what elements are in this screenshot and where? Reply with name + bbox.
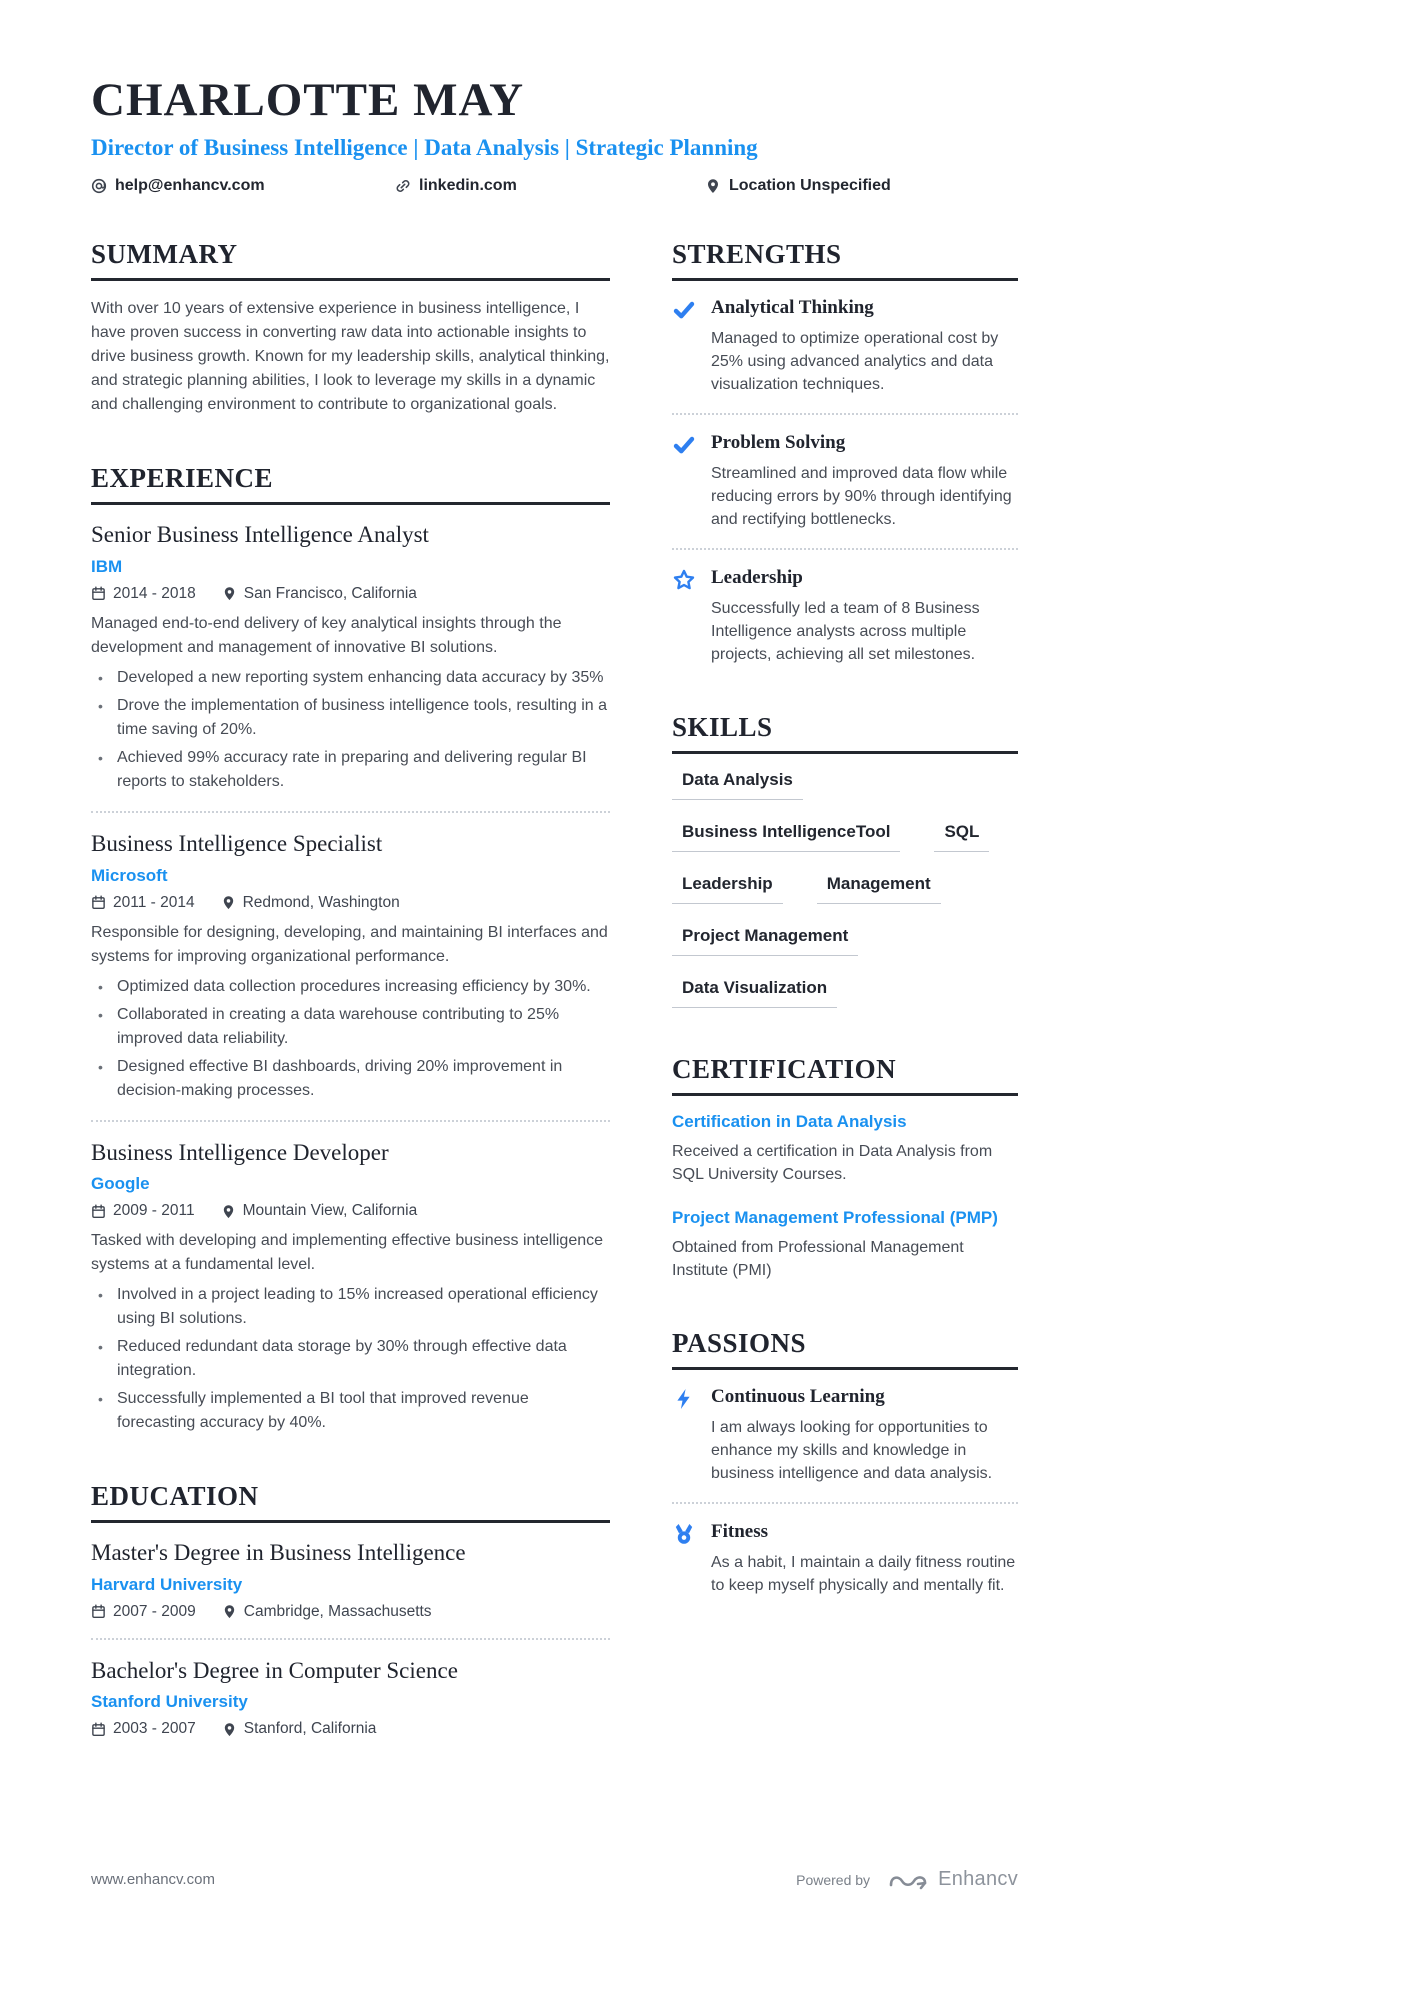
experience-entry [91, 521, 610, 794]
job-description: Tasked with developing and implementing effective business intelligence systems at a fundamental level. [91, 1232, 604, 1274]
job-bullet: • Developed a new reporting system enhancing data accuracy by 35% [91, 666, 610, 690]
calendar-icon [91, 1722, 106, 1737]
strength-text: Streamlined and improved data flow while reducing errors by 90% through identifying and rectifying bottlenecks. [711, 465, 1012, 529]
degree-location [222, 1603, 432, 1621]
degree-location [222, 1720, 377, 1738]
passion-title: Fitness [711, 1521, 768, 1543]
experience-section [91, 463, 610, 1435]
experience-entry [91, 830, 610, 1103]
degree-title: Master's Degree in Business Intelligence [91, 1540, 466, 1566]
degree-dates-text: 2007 - 2009 [113, 1602, 196, 1620]
job-company: Google [91, 1174, 150, 1194]
strength-title: Analytical Thinking [711, 297, 874, 319]
job-description: Managed end-to-end delivery of key analytical insights through the development and management of innovative BI solutions. [91, 614, 562, 656]
job-bullet: • Involved in a project leading to 15% increased operational efficiency using BI solutions. [91, 1283, 610, 1331]
job-title: Senior Business Intelligence Analyst [91, 522, 429, 548]
contact-linkedin-text: linkedin.com [419, 177, 517, 195]
degree-school: Harvard University [91, 1574, 243, 1594]
divider [91, 811, 610, 813]
calendar-icon [91, 895, 106, 910]
location-pin-icon [221, 895, 236, 910]
location-pin-icon [222, 586, 237, 601]
strengths-section [672, 239, 1018, 666]
degree-dates-text: 2003 - 2007 [113, 1720, 196, 1738]
job-bullet: • Collaborated in creating a data warehouse contributing to 25% improved data reliability. [91, 1003, 610, 1051]
passion-item [672, 1386, 1018, 1485]
skills-section [672, 712, 1018, 1008]
resume-page [91, 76, 1018, 1784]
job-bullet: • Drove the implementation of business intelligence tools, resulting in a time saving of 20%. [91, 694, 610, 742]
job-location-text: Mountain View, California [242, 1202, 418, 1220]
resume-header [91, 76, 1018, 195]
contact-email[interactable] [91, 177, 395, 195]
job-dates-text: 2011 - 2014 [113, 893, 195, 911]
certification-text: Obtained from Professional Management Institute (PMI) [672, 1239, 964, 1280]
contact-row [91, 177, 1018, 195]
certification-entry [672, 1112, 1018, 1186]
left-column [91, 239, 610, 1784]
job-dates-text: 2009 - 2011 [113, 1202, 195, 1220]
degree-location-text: Stanford, California [243, 1720, 377, 1738]
job-bullet: • Reduced redundant data storage by 30% through effective data integration. [91, 1335, 610, 1383]
job-location-text: Redmond, Washington [242, 893, 400, 911]
divider [672, 548, 1018, 550]
medal-icon [672, 1521, 696, 1597]
summary-text: With over 10 years of extensive experience in business intelligence, I have proven success in converting raw data into actionable insights to drive business growth. Known for my leadership skills, analytical thinking, and strategic planning abilities, I look to leverage my skills in a dynamic and challenging environment to contribute to organizational goals. [91, 300, 610, 414]
certification-entry [672, 1208, 1018, 1282]
job-bullets [91, 1283, 610, 1435]
link-icon [395, 178, 411, 194]
job-bullets [91, 666, 610, 794]
page-footer [91, 1868, 1018, 1891]
skill-tag: Data Visualization [672, 978, 837, 1008]
divider [672, 1502, 1018, 1504]
degree-title: Bachelor's Degree in Computer Science [91, 1657, 458, 1683]
strength-item [672, 297, 1018, 396]
location-pin-icon [222, 1604, 237, 1619]
certification-title: Certification in Data Analysis [672, 1112, 907, 1132]
degree-meta [91, 1603, 610, 1621]
passion-text: I am always looking for opportunities to enhance my skills and knowledge in business intelligence and data analysis. [711, 1419, 993, 1483]
job-dates [91, 1202, 195, 1220]
job-meta [91, 1202, 610, 1220]
degree-dates [91, 1603, 196, 1621]
degree-dates [91, 1720, 196, 1738]
candidate-name: CHARLOTTE MAY [91, 74, 525, 126]
skills-list [672, 770, 1018, 1008]
contact-location [705, 177, 891, 195]
location-pin-icon [221, 1204, 236, 1219]
passions-heading: PASSIONS [672, 1328, 1018, 1370]
contact-email-text: help@enhancv.com [115, 177, 265, 195]
skill-tag: Leadership [672, 874, 783, 904]
passions-section [672, 1328, 1018, 1597]
passion-item [672, 1521, 1018, 1597]
calendar-icon [91, 1604, 106, 1619]
strength-item [672, 567, 1018, 666]
location-pin-icon [705, 178, 721, 194]
experience-heading: EXPERIENCE [91, 463, 610, 505]
contact-location-text: Location Unspecified [729, 177, 891, 195]
strength-title: Problem Solving [711, 432, 846, 454]
enhancv-logo-icon [888, 1869, 928, 1891]
strength-item [672, 432, 1018, 531]
at-icon [91, 178, 107, 194]
job-location-text: San Francisco, California [243, 584, 417, 602]
degree-location-text: Cambridge, Massachusetts [243, 1602, 432, 1620]
candidate-title: Director of Business Intelligence | Data Analysis | Strategic Planning [91, 135, 758, 161]
certification-section [672, 1054, 1018, 1282]
brand-name: Enhancv [938, 1868, 1018, 1890]
lightning-icon [672, 1386, 696, 1485]
experience-entry [91, 1139, 610, 1436]
job-dates [91, 894, 195, 912]
job-dates-text: 2014 - 2018 [113, 584, 196, 602]
certification-title: Project Management Professional (PMP) [672, 1208, 998, 1228]
skill-tag: Management [817, 874, 941, 904]
divider [672, 413, 1018, 415]
job-dates [91, 585, 196, 603]
footer-brand[interactable] [796, 1868, 1018, 1891]
skill-tag: SQL [934, 822, 989, 852]
check-icon [672, 297, 696, 396]
passion-text: As a habit, I maintain a daily fitness routine to keep myself physically and mentally fit. [711, 1554, 1016, 1595]
job-company: IBM [91, 556, 123, 576]
skills-heading: SKILLS [672, 712, 1018, 754]
education-section [91, 1481, 610, 1738]
strength-title: Leadership [711, 567, 803, 589]
job-location [221, 1202, 418, 1220]
strength-text: Successfully led a team of 8 Business Intelligence analysts across multiple projects, achieving all set milestones. [711, 600, 980, 664]
powered-by-label: Powered by [796, 1871, 871, 1888]
job-location [221, 894, 400, 912]
job-meta [91, 585, 610, 603]
certification-heading: CERTIFICATION [672, 1054, 1018, 1096]
passion-title: Continuous Learning [711, 1386, 885, 1408]
certification-text: Received a certification in Data Analysis from SQL University Courses. [672, 1143, 993, 1184]
degree-meta [91, 1720, 610, 1738]
calendar-icon [91, 586, 106, 601]
job-bullet: • Successfully implemented a BI tool that improved revenue forecasting accuracy by 40%. [91, 1387, 610, 1435]
contact-linkedin[interactable] [395, 177, 705, 195]
skill-tag: Data Analysis [672, 770, 803, 800]
summary-section [91, 239, 610, 417]
footer-site-link[interactable]: www.enhancv.com [91, 1871, 215, 1888]
strengths-heading: STRENGTHS [672, 239, 1018, 281]
calendar-icon [91, 1204, 106, 1219]
job-bullet: • Optimized data collection procedures increasing efficiency by 30%. [91, 975, 610, 999]
job-bullets [91, 975, 610, 1103]
education-entry [91, 1539, 610, 1621]
star-icon [672, 567, 696, 666]
location-pin-icon [222, 1722, 237, 1737]
job-meta [91, 894, 610, 912]
job-title: Business Intelligence Developer [91, 1139, 389, 1165]
job-description: Responsible for designing, developing, and maintaining BI interfaces and systems for improving organizational performance. [91, 923, 608, 965]
job-title: Business Intelligence Specialist [91, 830, 383, 856]
skill-tag: Business IntelligenceTool [672, 822, 900, 852]
check-icon [672, 432, 696, 531]
job-bullet: • Achieved 99% accuracy rate in preparing and delivering regular BI reports to stakeholders. [91, 746, 610, 794]
divider [91, 1120, 610, 1122]
education-heading: EDUCATION [91, 1481, 610, 1523]
job-company: Microsoft [91, 865, 168, 885]
degree-school: Stanford University [91, 1692, 248, 1712]
strength-text: Managed to optimize operational cost by 25% using advanced analytics and data visualization techniques. [711, 330, 999, 394]
summary-heading: SUMMARY [91, 239, 610, 281]
education-entry [91, 1657, 610, 1739]
job-location [222, 585, 417, 603]
skill-tag: Project Management [672, 926, 858, 956]
divider [91, 1638, 610, 1640]
job-bullet: • Designed effective BI dashboards, driving 20% improvement in decision-making processes. [91, 1055, 610, 1103]
right-column [672, 239, 1018, 1784]
